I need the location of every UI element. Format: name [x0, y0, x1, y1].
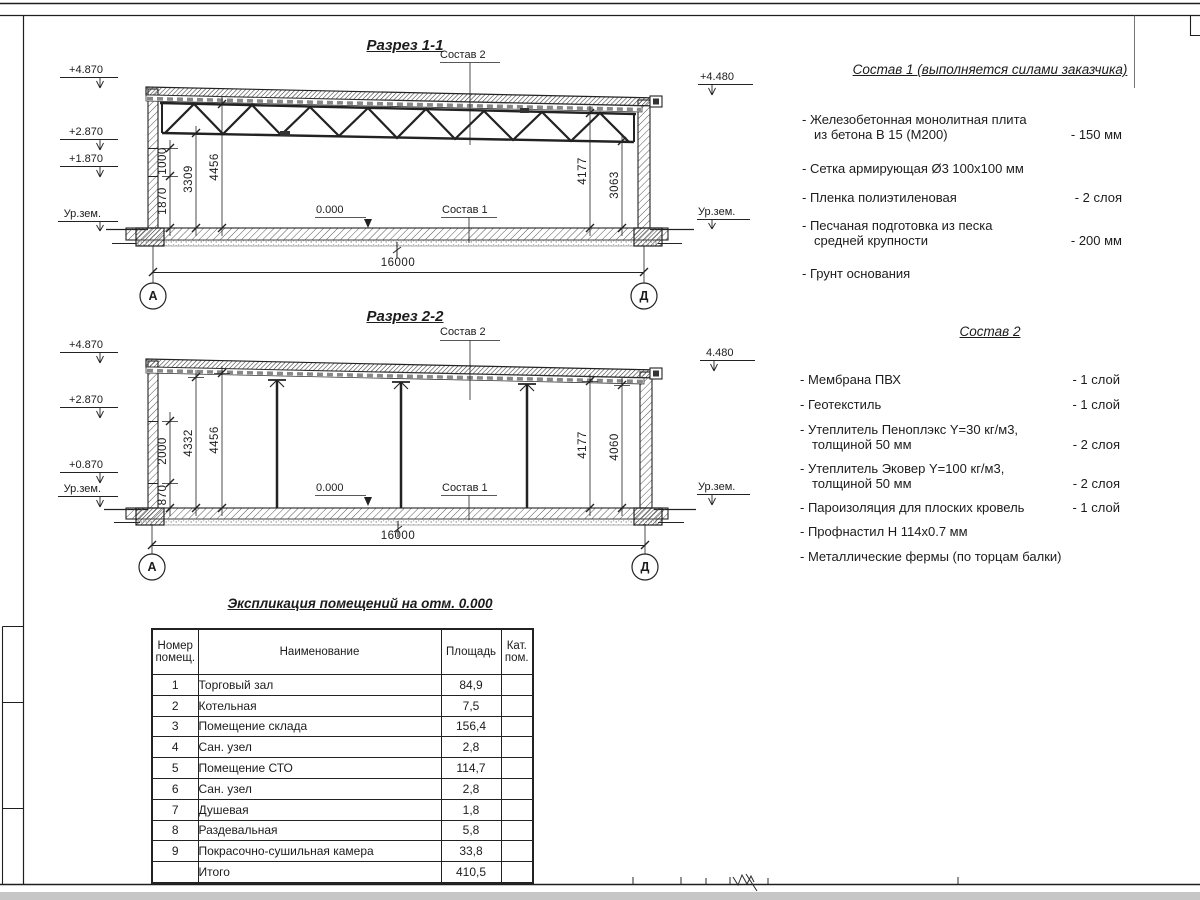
dim-label: 4456	[209, 426, 221, 454]
table-row: 5 Помещение СТО 114,7	[152, 758, 533, 779]
elevation-mark: Ур.зем.	[63, 483, 101, 495]
list-item-value: - 1 слой	[1072, 500, 1120, 515]
section-1-sostav2-label: Состав 2	[440, 49, 486, 61]
header-room-number: Номер помещ.	[152, 629, 198, 675]
table-row: 3 Помещение склада 156,4	[152, 716, 533, 737]
sostav1-title: Состав 1 (выполняется силами заказчика)	[852, 62, 1128, 77]
section-2-zero-level-label: 0.000	[316, 482, 344, 494]
table-row: 1 Торговый зал 84,9	[152, 675, 533, 696]
elevation-mark: Ур.зем.	[698, 206, 736, 218]
sheet-bottom-strip	[0, 892, 1200, 900]
list-item: средней крупности	[814, 233, 928, 248]
elevation-mark: +2.870	[69, 394, 103, 406]
elevation-mark: +0.870	[69, 459, 103, 471]
list-item: - Утеплитель Пеноплэкс Y=30 кг/м3,	[800, 422, 1019, 437]
list-item-value: - 2 слоя	[1072, 437, 1120, 452]
dim-label: 4456	[209, 153, 221, 181]
list-item: - Утеплитель Эковер Y=100 кг/м3,	[800, 461, 1005, 476]
axis-marker-d: Д	[640, 560, 650, 574]
list-item-value: - 1 слой	[1072, 397, 1120, 412]
list-item: - Пароизоляция для плоских кровель	[800, 500, 1025, 515]
dim-label: 4060	[609, 433, 621, 461]
table-row: 7 Душевая 1,8	[152, 799, 533, 820]
dim-label: 1870	[157, 187, 169, 215]
elevation-mark: +1.870	[69, 153, 103, 165]
list-item: - Геотекстиль	[800, 397, 882, 412]
elevation-mark: 4.480	[706, 347, 734, 359]
axis-marker-a: А	[147, 560, 157, 574]
list-item-value: - 2 слоя	[1074, 190, 1122, 205]
list-item-value: - 1 слой	[1072, 372, 1120, 387]
list-item: - Сетка армирующая Ø3 100х100 мм	[802, 161, 1024, 176]
axis-marker-d: Д	[639, 289, 649, 303]
table-header-row	[152, 629, 533, 675]
list-item: - Металлические фермы (по торцам балки)	[800, 549, 1062, 564]
elevation-mark: +4.870	[69, 64, 103, 76]
list-item: - Пленка полиэтиленовая	[802, 190, 957, 205]
title-block-remnant	[633, 874, 958, 891]
list-item: - Мембрана ПВХ	[800, 372, 901, 387]
list-item: - Железобетонная монолитная плита	[802, 112, 1027, 127]
table-row: 9 Покрасочно-сушильная камера 33,8	[152, 841, 533, 862]
section-2-sostav2-label: Состав 2	[440, 326, 486, 338]
elevation-mark: Ур.зем.	[63, 208, 101, 220]
dim-label-span: 16000	[380, 530, 416, 542]
table-row: 4 Сан. узел 2,8	[152, 737, 533, 758]
dim-label: 3063	[609, 171, 621, 199]
list-item-value: - 150 мм	[1070, 127, 1122, 142]
list-item: - Песчаная подготовка из песка	[802, 218, 993, 233]
elevation-mark: +4.870	[69, 339, 103, 351]
list-item-value: - 2 слоя	[1072, 476, 1120, 491]
section-1-title: Разрез 1-1	[366, 37, 444, 54]
section-1-zero-level-label: 0.000	[316, 204, 344, 216]
dim-label: 2000	[157, 437, 169, 465]
room-schedule-title: Экспликация помещений на отм. 0.000	[227, 596, 493, 611]
elevation-mark: +2.870	[69, 126, 103, 138]
header-room-area: Площадь	[441, 629, 501, 675]
section-1-sostav1-label: Состав 1	[442, 204, 488, 216]
elevation-mark: Ур.зем.	[698, 481, 736, 493]
dim-label: 4177	[577, 157, 589, 185]
dim-label: 3309	[183, 165, 195, 193]
list-item: толщиной 50 мм	[812, 476, 912, 491]
dim-label: 870	[157, 484, 169, 506]
section-2-sostav1-label: Состав 1	[442, 482, 488, 494]
list-item: - Профнастил Н 114х0.7 мм	[800, 524, 968, 539]
list-item: из бетона В 15 (М200)	[814, 127, 948, 142]
axis-marker-a: А	[148, 289, 158, 303]
table-row: 8 Раздевальная 5,8	[152, 820, 533, 841]
elevation-mark: +4.480	[700, 71, 734, 83]
dim-label-span: 16000	[380, 257, 416, 269]
header-room-name: Наименование	[198, 629, 441, 675]
header-room-category: Кат. пом.	[501, 629, 533, 675]
dim-label: 4332	[183, 429, 195, 457]
table-row: 2 Котельная 7,5	[152, 695, 533, 716]
table-row-total: Итого 410,5	[152, 862, 533, 883]
section-2-title: Разрез 2-2	[366, 308, 444, 325]
list-item: толщиной 50 мм	[812, 437, 912, 452]
dim-label: 4177	[577, 431, 589, 459]
room-table	[151, 628, 534, 884]
list-item: - Грунт основания	[802, 266, 911, 281]
table-row: 6 Сан. узел 2,8	[152, 778, 533, 799]
sostav2-title: Состав 2	[959, 324, 1021, 339]
list-item-value: - 200 мм	[1070, 233, 1122, 248]
dim-label: 1000	[157, 147, 169, 175]
